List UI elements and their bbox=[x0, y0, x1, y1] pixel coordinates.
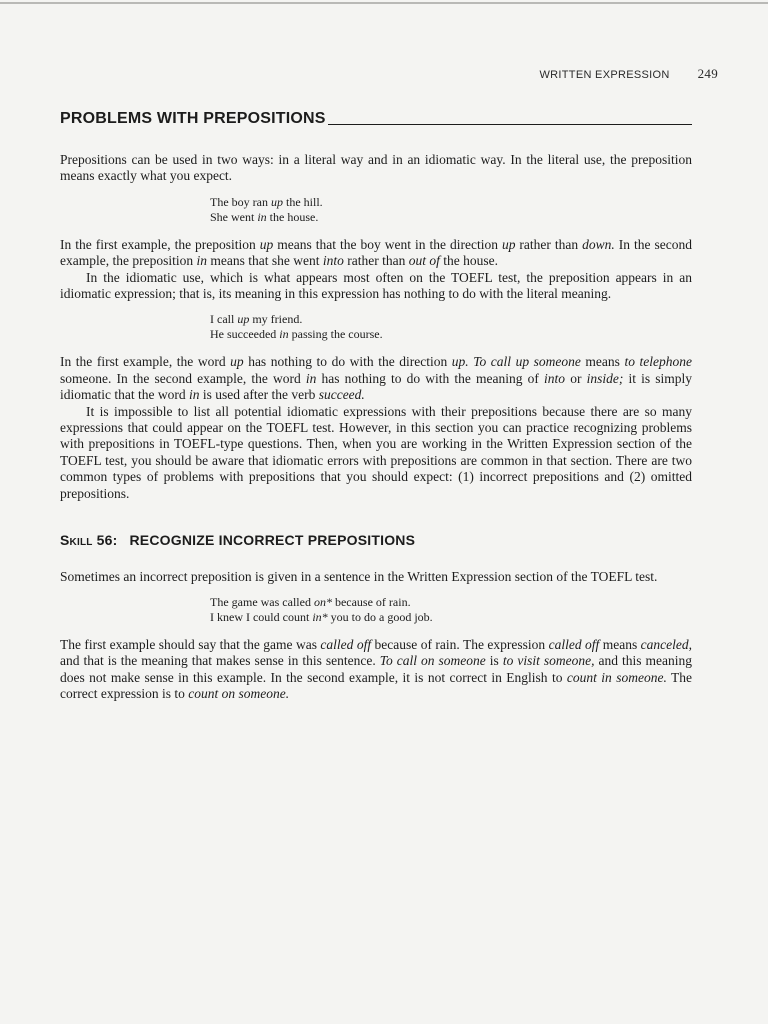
skill-heading bbox=[60, 532, 692, 548]
skill-explanation-paragraph: The first example should say that the game was called off because of rain. The expression called off means canceled, and that is the meaning that makes sense in this sentence. To call on someone is to visit someone, and this meaning does not make sense in this example. In the second example, it is not correct in English to count in someone. The correct expression is to count on someone. bbox=[60, 636, 693, 702]
page-body bbox=[60, 152, 692, 703]
page-number: 249 bbox=[697, 66, 718, 81]
skill-examples bbox=[210, 595, 692, 625]
literal-examples bbox=[210, 195, 692, 225]
example-line: I knew I could count in* you to do a good job. bbox=[210, 609, 433, 624]
impossible-to-list-paragraph: It is impossible to list all potential idiomatic expressions with their prepositions because there are so many expressions that could appear on the TOEFL test. However, in this section you can practice recognizing problems with prepositions in TOEFL-type questions. Then, when you are working in the Written Expression section of the TOEFL test, you should be aware that idiomatic errors with prepositions are common in that section. There are two common types of problems with prepositions that you should expect: (1) incorrect prepositions and (2) omitted prepositions. bbox=[60, 403, 692, 501]
example-line: The game was called on* because of rain. bbox=[210, 594, 411, 609]
skill-label: Skill 56: bbox=[60, 532, 118, 549]
example-line: He succeeded in passing the course. bbox=[210, 327, 383, 342]
idiomatic-explanation-paragraph: In the first example, the word up has nothing to do with the direction up. To call up someone means to telephone someone. In the second example, the word in has nothing to do with the meaning of into or inside; it is simply idiomatic that the word in is used after the verb succeed. bbox=[60, 354, 692, 403]
example-line: I call up my friend. bbox=[210, 312, 303, 327]
example-line: She went in the house. bbox=[210, 209, 319, 224]
running-head bbox=[540, 66, 719, 82]
literal-explanation-paragraph: In the first example, the preposition up means that the boy went in the direction up rather than down. In the second example, the preposition in means that she went into rather than out of the house. bbox=[60, 236, 692, 269]
intro-paragraph: Prepositions can be used in two ways: in a literal way and in an idiomatic way. In the literal use, the preposition means exactly what you expect. bbox=[60, 152, 692, 184]
skill-intro-paragraph: Sometimes an incorrect preposition is given in a sentence in the Written Expression section of the TOEFL test. bbox=[60, 568, 658, 584]
skill-title: RECOGNIZE INCORRECT PREPOSITIONS bbox=[129, 532, 416, 549]
section-title-rule bbox=[328, 124, 692, 125]
example-line: The boy ran up the hill. bbox=[210, 194, 323, 209]
idiomatic-examples bbox=[210, 312, 692, 342]
page-edge-rule bbox=[0, 2, 768, 4]
running-head-title: WRITTEN EXPRESSION bbox=[539, 69, 670, 81]
idiomatic-intro-paragraph: In the idiomatic use, which is what appears most often on the TOEFL test, the preposition appears in an idiomatic expression; that is, its meaning in this expression has nothing to do with the literal meaning. bbox=[60, 269, 692, 302]
section-title bbox=[60, 110, 692, 128]
section-title-text: PROBLEMS WITH PREPOSITIONS bbox=[60, 110, 326, 127]
